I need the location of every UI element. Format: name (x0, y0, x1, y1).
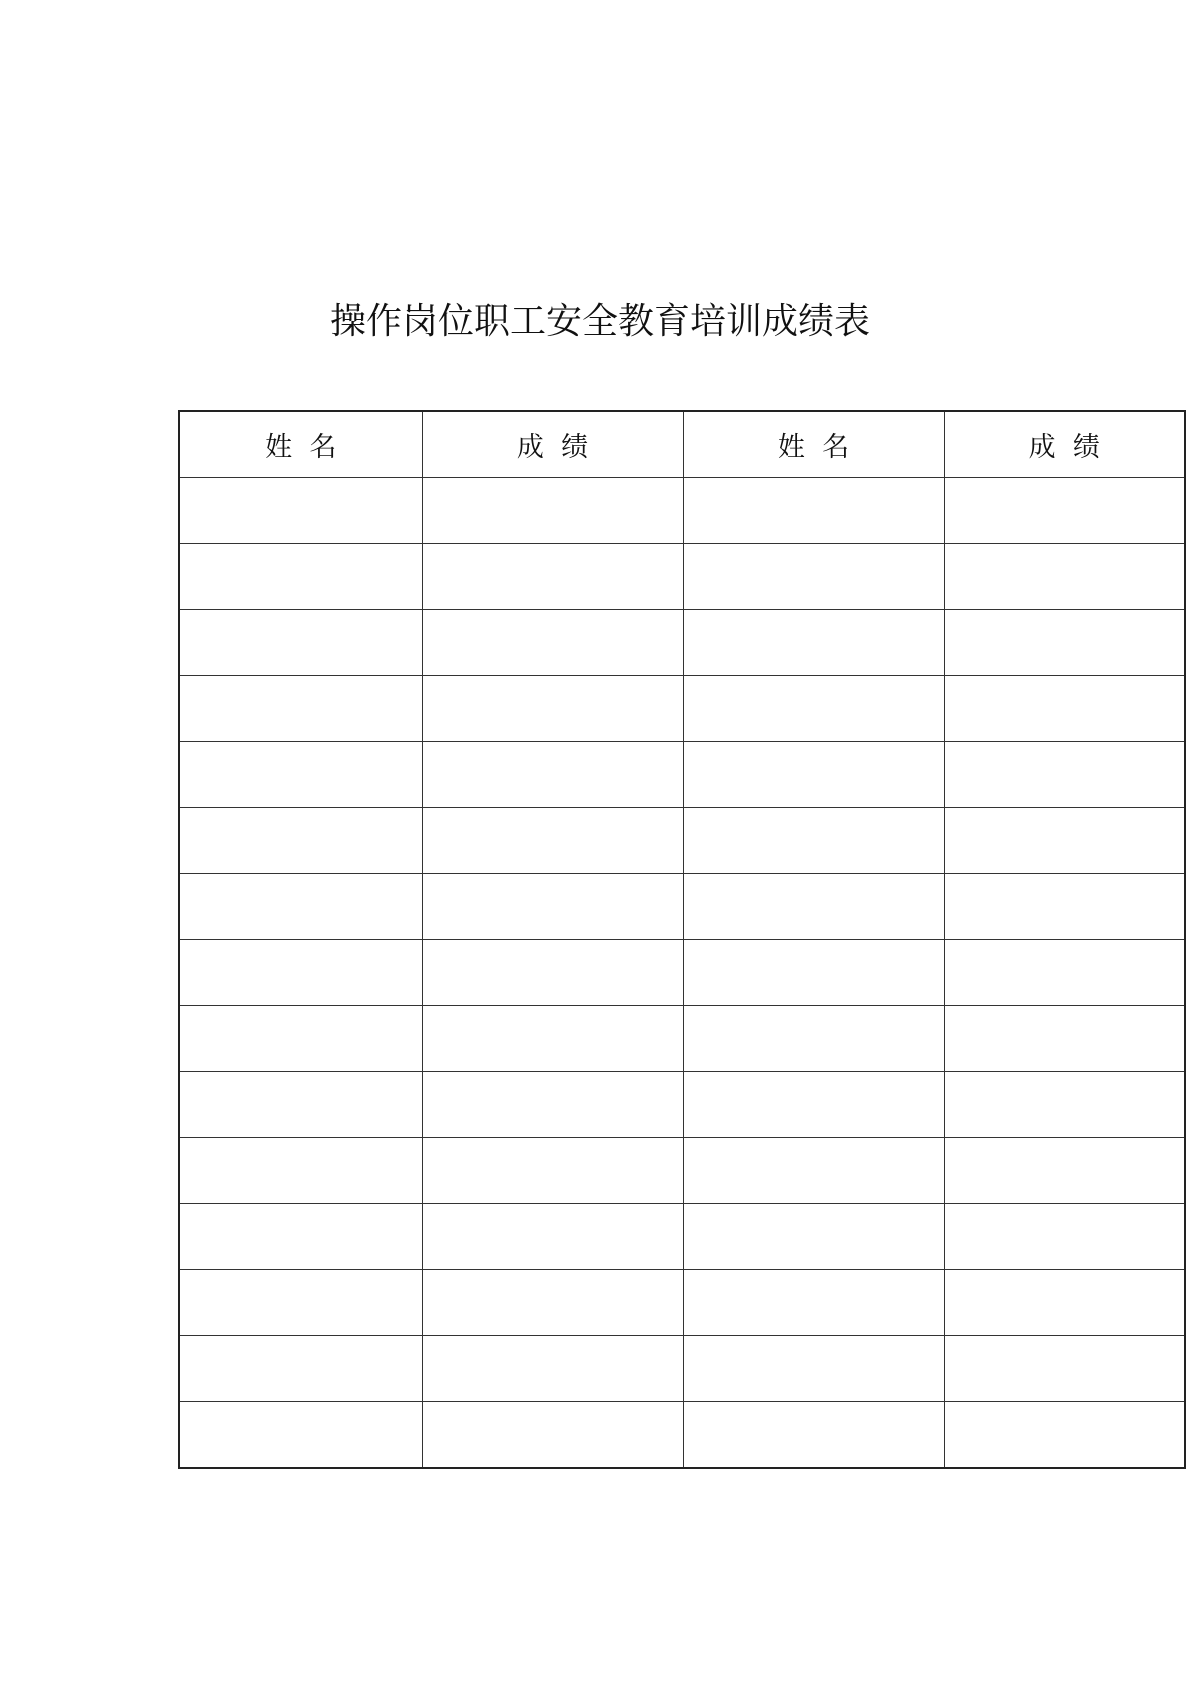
name-cell[interactable] (179, 940, 422, 1006)
name-cell[interactable] (683, 1402, 944, 1469)
name-cell[interactable] (179, 808, 422, 874)
score-cell[interactable] (944, 478, 1185, 544)
score-cell[interactable] (944, 874, 1185, 940)
score-cell[interactable] (944, 940, 1185, 1006)
score-cell[interactable] (944, 1270, 1185, 1336)
score-cell[interactable] (422, 1138, 683, 1204)
score-cell[interactable] (422, 1072, 683, 1138)
score-cell[interactable] (422, 1006, 683, 1072)
table-row (179, 676, 1185, 742)
table-row (179, 1270, 1185, 1336)
score-cell[interactable] (944, 610, 1185, 676)
name-cell[interactable] (683, 1138, 944, 1204)
name-cell[interactable] (179, 1006, 422, 1072)
score-cell[interactable] (422, 1336, 683, 1402)
name-cell[interactable] (179, 1336, 422, 1402)
header-score-2: 成 绩 (944, 411, 1185, 478)
score-cell[interactable] (422, 874, 683, 940)
score-cell[interactable] (422, 478, 683, 544)
name-cell[interactable] (179, 742, 422, 808)
table-row (179, 1336, 1185, 1402)
name-cell[interactable] (179, 478, 422, 544)
name-cell[interactable] (683, 544, 944, 610)
score-cell[interactable] (944, 808, 1185, 874)
table-row (179, 808, 1185, 874)
score-cell[interactable] (944, 676, 1185, 742)
table-row (179, 874, 1185, 940)
score-cell[interactable] (422, 1204, 683, 1270)
table-row (179, 940, 1185, 1006)
score-cell[interactable] (422, 610, 683, 676)
name-cell[interactable] (179, 544, 422, 610)
table-row (179, 1072, 1185, 1138)
name-cell[interactable] (683, 1072, 944, 1138)
score-cell[interactable] (422, 1402, 683, 1469)
score-cell[interactable] (422, 676, 683, 742)
score-cell[interactable] (944, 1072, 1185, 1138)
score-table (178, 410, 1186, 1469)
table-row (179, 1138, 1185, 1204)
name-cell[interactable] (179, 1072, 422, 1138)
table-body (179, 478, 1185, 1469)
table-row (179, 1204, 1185, 1270)
score-cell[interactable] (944, 544, 1185, 610)
header-name-1: 姓 名 (179, 411, 422, 478)
table-row (179, 1402, 1185, 1469)
table-row (179, 742, 1185, 808)
score-cell[interactable] (422, 544, 683, 610)
score-cell[interactable] (944, 742, 1185, 808)
name-cell[interactable] (683, 1006, 944, 1072)
name-cell[interactable] (683, 478, 944, 544)
header-name-2: 姓 名 (683, 411, 944, 478)
score-cell[interactable] (422, 1270, 683, 1336)
score-cell[interactable] (944, 1006, 1185, 1072)
table-row (179, 1006, 1185, 1072)
name-cell[interactable] (683, 874, 944, 940)
name-cell[interactable] (683, 610, 944, 676)
score-cell[interactable] (944, 1204, 1185, 1270)
name-cell[interactable] (179, 874, 422, 940)
score-cell[interactable] (944, 1138, 1185, 1204)
score-cell[interactable] (422, 808, 683, 874)
score-cell[interactable] (944, 1402, 1185, 1469)
table-row (179, 610, 1185, 676)
name-cell[interactable] (179, 610, 422, 676)
table-row (179, 478, 1185, 544)
name-cell[interactable] (683, 742, 944, 808)
name-cell[interactable] (683, 1270, 944, 1336)
name-cell[interactable] (179, 1270, 422, 1336)
score-cell[interactable] (422, 742, 683, 808)
page-title: 操作岗位职工安全教育培训成绩表 (329, 301, 870, 342)
table-row (179, 544, 1185, 610)
name-cell[interactable] (179, 1204, 422, 1270)
score-cell[interactable] (944, 1336, 1185, 1402)
name-cell[interactable] (683, 940, 944, 1006)
table-header-row (179, 411, 1185, 478)
name-cell[interactable] (179, 1138, 422, 1204)
name-cell[interactable] (683, 808, 944, 874)
header-score-1: 成 绩 (422, 411, 683, 478)
name-cell[interactable] (179, 1402, 422, 1469)
name-cell[interactable] (683, 1204, 944, 1270)
score-cell[interactable] (422, 940, 683, 1006)
name-cell[interactable] (683, 676, 944, 742)
name-cell[interactable] (179, 676, 422, 742)
name-cell[interactable] (683, 1336, 944, 1402)
